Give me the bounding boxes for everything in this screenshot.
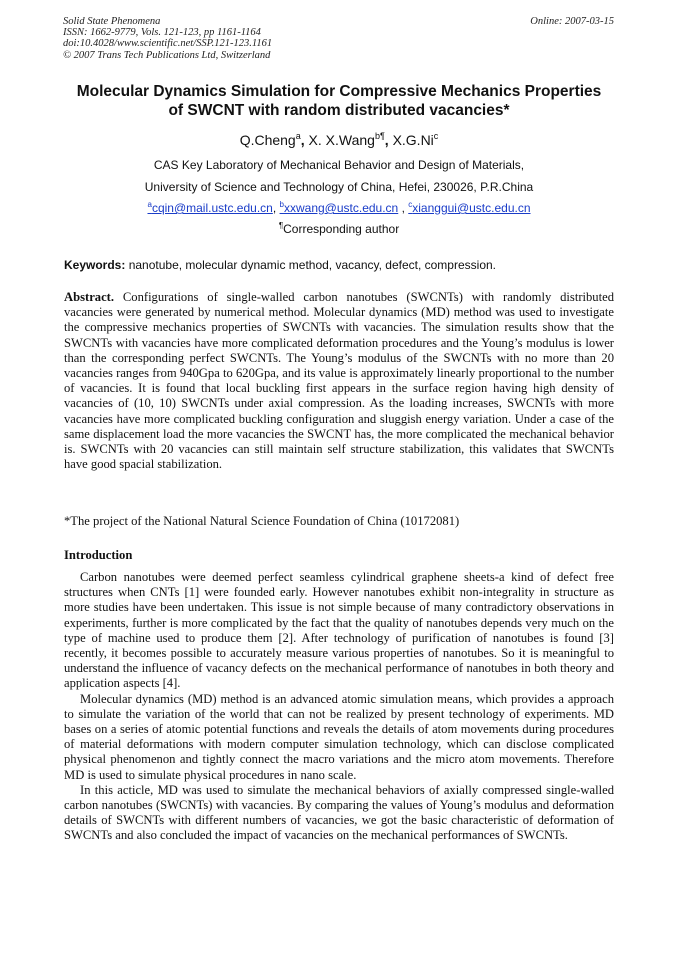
section-heading-introduction: Introduction (64, 548, 133, 562)
email-separator: , (272, 201, 277, 215)
keywords (64, 258, 496, 272)
corresponding-sup: ¶ (278, 221, 284, 230)
email-sup: c (408, 200, 413, 209)
online-date: Online: 2007-03-15 (530, 16, 614, 27)
email-link-c[interactable] (408, 201, 530, 215)
keywords-text: nanotube, molecular dynamic method, vacancy, defect, compression. (125, 258, 496, 272)
paragraph: Carbon nanotubes were deemed perfect seamless cylindrical graphene sheets-a kind of defect free structures when CNTs [1] were founded early. However nanotubes exhibit non-integrality in structure as more studies have been undertaken. This issue is not simple because of many contradictory observations in experiments, further is more complicated by the fact that the quality of nanotubes depends very much on the type of machine used to produce them [2]. After technology of purification of nanotubes is found [3] recently, it becomes possible to accurately measure various properties of nanotubes. So it is meaningful to understand the influence of vacancy defects on the mechanical performance of nanotubes in both theory and application aspects [4]. (64, 570, 614, 691)
email-line (0, 201, 678, 215)
author-list (0, 131, 678, 149)
abstract-label: Abstract. (64, 290, 115, 304)
email-text: xxwang@ustc.edu.cn (283, 201, 399, 215)
doi-line: doi:10.4028/www.scientific.net/SSP.121-123.1161 (63, 38, 273, 50)
issn-line: ISSN: 1662-9779, Vols. 121-123, pp 1161-1164 (63, 27, 261, 39)
paragraph: In this acticle, MD was used to simulate the mechanical behaviors of axially compressed single-walled carbon nanotubes (SWCNTs) with vacancies. By comparing the values of Young’s modulus and deformation details of SWCNTs with different numbers of vacancies, we got the basic characteristic of deformation of SWCNTs and also concluded the impact of vacancies on the mechanical performances of SWCNTs. (64, 782, 614, 843)
copyright-line: © 2007 Trans Tech Publications Ltd, Switzerland (63, 49, 271, 61)
email-link-b[interactable] (280, 201, 399, 215)
author-separator: , (300, 132, 305, 148)
email-link-a[interactable] (147, 201, 272, 215)
paragraph: Molecular dynamics (MD) method is an advanced atomic simulation means, which provides a approach to simulate the variation of the world that can not be realized by present technology of experiments. MD bases on a series of atomic potential functions and reveals the details of atom movements during procedures of material deformations with modern computer simulation technology, which can disclose complicated physical phenomenon and tightly connect the macro variations and the micro atom movements. Therefore MD is used to simulate physical procedures in nano scale. (64, 691, 614, 782)
funding-footnote: *The project of the National Natural Science Foundation of China (10172081) (64, 514, 460, 528)
affiliation-line-1: CAS Key Laboratory of Mechanical Behavior and Design of Materials, (153, 158, 525, 172)
author-sup: a (295, 131, 301, 141)
corresponding-note (0, 222, 678, 236)
author-sup: c (433, 131, 439, 141)
author-name: Q.Cheng (239, 132, 296, 148)
abstract (64, 290, 614, 472)
introduction-body (64, 570, 614, 844)
email-text: xianggui@ustc.edu.cn (412, 201, 531, 215)
title-line-1: Molecular Dynamics Simulation for Compressive Mechanics Properties (76, 83, 602, 100)
journal-name: Solid State Phenomena (63, 16, 161, 27)
title-line-2: of SWCNT with random distributed vacancies* (168, 102, 510, 119)
paper-title (40, 82, 638, 120)
author-separator: , (384, 132, 389, 148)
author-name: X.G.Ni (392, 132, 434, 148)
email-separator: , (398, 201, 409, 215)
author-sup: b¶ (374, 131, 385, 141)
email-text: cqin@mail.ustc.edu.cn (151, 201, 273, 215)
email-sup: b (279, 200, 284, 209)
keywords-label: Keywords: (64, 258, 126, 272)
abstract-text: Configurations of single-walled carbon nanotubes (SWCNTs) with randomly distributed vacancies were generated by numerical method. Molecular dynamics (MD) method was used to investigate the compressive mechanics properties of SWCNTs with vacancies. The simulation results show that the SWCNTs with vacancies have more complicated deformation procedures and the Young’s modulus is lower than the corresponding perfect SWCNTs. The Young’s modulus of the SWCNTs with no more than 20 vacancies ranges from 940Gpa to 620Gpa, and its value is approximately linearly proportional to the number of vacancies. It is found that local buckling first appears in the surface region having high density of vacancies of (10, 10) SWCNTs under axial compression. As the loading increases, SWCNTs with more vacancies have more complicated buckling configuration and sluggish energy variation. Under a case of the same displacement load the more vacancies the SWCNT has, the more complicated the mechanical behavior is. SWCNTs with 20 vacancies can still maintain self structure stabilization, this validates that SWCNTs have good spacial stabilization. (64, 290, 614, 472)
journal-header (63, 16, 272, 61)
affiliation-line-2: University of Science and Technology of China, Hefei, 230026, P.R.China (144, 180, 534, 194)
email-sup: a (147, 200, 152, 209)
corresponding-text: Corresponding author (283, 222, 400, 236)
author-name: X. X.Wang (308, 132, 375, 148)
